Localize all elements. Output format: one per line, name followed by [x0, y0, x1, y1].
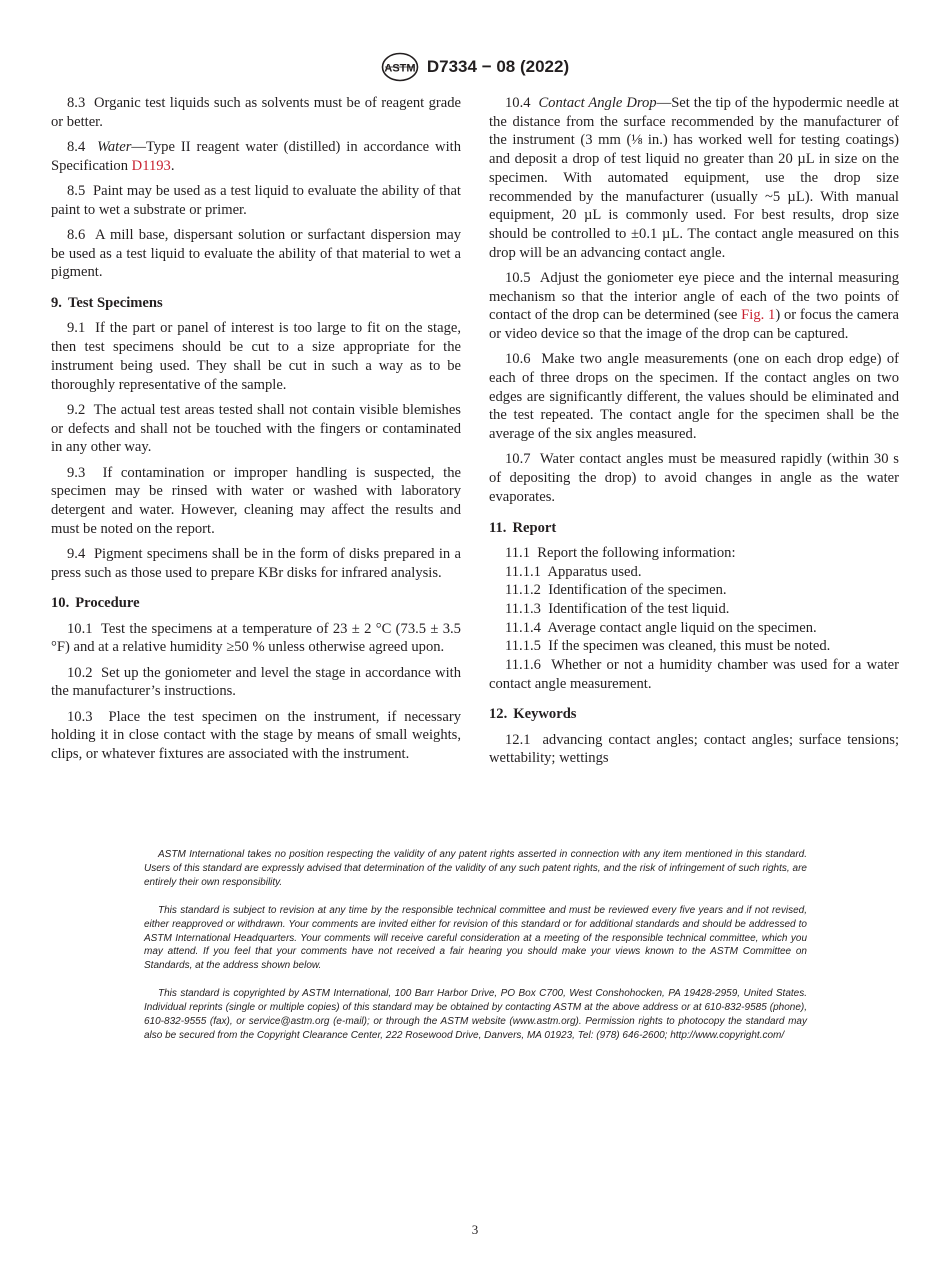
left-column: [51, 94, 461, 770]
copyright-notice: This standard is copyrighted by ASTM International, 100 Barr Harbor Drive, PO Box C700, West Conshohocken, PA 19428-2959, United States. Individual reprints (single or multiple copies) of this standard may be obtained by contacting ASTM at the above address or at 610-832-9585 (phone), 610-832-9555 (fax), or service@astm.org (e-mail); or through the ASTM website (www.astm.org). Permission rights to photocopy the standard may also be secured from the Copyright Clearance Center, 222 Rosewood Drive, Danvers, MA 01923, Tel: (978) 646-2600; http://www.copyright.com/: [144, 988, 807, 1041]
para-8-5: 8.5 Paint may be used as a test liquid to evaluate the ability of that paint to wet a substrate or primer.: [51, 183, 461, 218]
para-10-3: 10.3 Place the test specimen on the instrument, if necessary holding it in close contact with the stage by means of small weights, clips, or whatever fixtures are associated with the instrument.: [51, 708, 461, 763]
para-8-3: 8.3 Organic test liquids such as solvents must be of reagent grade or better.: [51, 95, 461, 130]
para-12-1: 12.1 advancing contact angles; contact angles; surface tensions; wettability; wettings: [489, 731, 900, 767]
para-8-6: 8.6 A mill base, dispersant solution or surfactant dispersion may be used as a test liquid to evaluate the ability of that material to wet a pigment.: [51, 227, 462, 281]
para-11-1-6: 11.1.6 Whether or not a humidity chamber was used for a water contact angle measurement.: [489, 657, 899, 692]
patent-notice: ASTM International takes no position respecting the validity of any patent rights asserted in connection with any item mentioned in this standard. Users of this standard are expressly advised that determination of the validity of any such patent rights, and the risk of infringement of such rights, are entirely their own responsibility.: [144, 849, 807, 888]
para-10-1: 10.1 Test the specimens at a temperature of 23 ± 2 °C (73.5 ± 3.5 °F) and at a relative humidity ≥50 % unless otherwise agreed upon.: [51, 620, 461, 656]
ref-d1193-link[interactable]: D1193: [131, 157, 171, 174]
para-11-1-1: 11.1.1 Apparatus used.: [505, 563, 642, 580]
para-11-1-2: 11.1.2 Identification of the specimen.: [505, 582, 727, 599]
legal-notices: [144, 848, 807, 1057]
para-11-1-3: 11.1.3 Identification of the test liquid.: [505, 600, 730, 617]
para-11-1: 11.1 Report the following information:: [505, 544, 736, 561]
document-designation: D7334 − 08 (2022): [426, 57, 570, 76]
para-8-4: 8.4 Water—Type II reagent water (distilled) in accordance with Specification D1193.: [51, 139, 461, 174]
page-number: 3: [471, 1222, 479, 1237]
para-11-1-5: 11.1.5 If the specimen was cleaned, this must be noted.: [505, 638, 831, 655]
para-10-7: 10.7 Water contact angles must be measured rapidly (within 30 s of depositing the drop) to avoid changes in angle as the water evaporates.: [489, 451, 899, 505]
right-column: [489, 94, 899, 775]
para-10-4: 10.4 Contact Angle Drop—Set the tip of the hypodermic needle at the distance from the surface recommended by the manufacturer of the instrument (3 mm (⅛ in.) has worked well for testing coatings) and deposit a drop of test liquid no greater than 20 µL in size on the specimen. With automated equipment, use the drop size recommended by the manufacturer (usually ~5 µL). With manual equipment, 20 µL is commonly used. For best results, drop size should be controlled to ±0.1 µL. The contact angle measured on this drop will be an advancing contact angle.: [489, 95, 899, 261]
para-9-2: 9.2 The actual test areas tested shall not contain visible blemishes or defects and shall not be touched with the fingers or contaminated in any other way.: [51, 401, 461, 456]
section-9-heading: 9. Test Specimens: [51, 295, 163, 312]
term-contact-angle-drop: Contact Angle Drop: [538, 95, 657, 111]
para-9-3: 9.3 If contamination or improper handling is suspected, the specimen may be rinsed with water or washed with laboratory detergent and water. However, cleaning may affect the results and must be noted on the report.: [51, 464, 462, 537]
para-9-1: 9.1 If the part or panel of interest is too large to fit on the stage, then test specimens should be cut to a size appropriate for the instrument being used. They shall be cut in such a way as to be thoroughly representative of the sample.: [51, 320, 461, 393]
section-12-heading: 12. Keywords: [489, 706, 577, 723]
section-11-heading: 11. Report: [489, 519, 557, 536]
para-10-2: 10.2 Set up the goniometer and level the stage in accordance with the manufacturer’s instructions.: [51, 664, 461, 700]
revision-notice: This standard is subject to revision at any time by the responsible technical committee and must be reviewed every five years and if not revised, either reapproved or withdrawn. Your comments are invited either for revision of this standard or for additional standards and should be addressed to ASTM International Headquarters. Your comments will receive careful consideration at a meeting of the responsible technical committee, which you may attend. If you feel that your comments have not received a fair hearing you should make your views known to the ASTM Committee on Standards, at the address shown below.: [144, 904, 807, 972]
ref-fig-1-link[interactable]: Fig. 1: [741, 307, 776, 324]
page-header: [0, 52, 950, 82]
section-10-heading: 10. Procedure: [51, 595, 140, 612]
para-10-6: 10.6 Make two angle measurements (one on each drop edge) of each of three drops on the specimen. If the contact angles on two edges are significantly different, the values should be eliminated and the test repeated. The contact angle for the specimen shall be the average of the six angles measured.: [489, 351, 900, 443]
para-10-5: 10.5 Adjust the goniometer eye piece and the internal measuring mechanism so that the interior angle of each of the two points of contact of the drop can be determined (see Fig. 1) or focus the camera or video device so that the image of the drop can be captured.: [489, 269, 900, 343]
term-water: Water: [97, 139, 132, 155]
astm-logo-icon: [381, 52, 419, 82]
para-9-4: 9.4 Pigment specimens shall be in the form of disks prepared in a press such as those used to prepare KBr disks for infrared analysis.: [51, 545, 462, 581]
logo-text: ASTM: [384, 62, 416, 75]
para-11-1-4: 11.1.4 Average contact angle liquid on the specimen.: [505, 619, 817, 636]
